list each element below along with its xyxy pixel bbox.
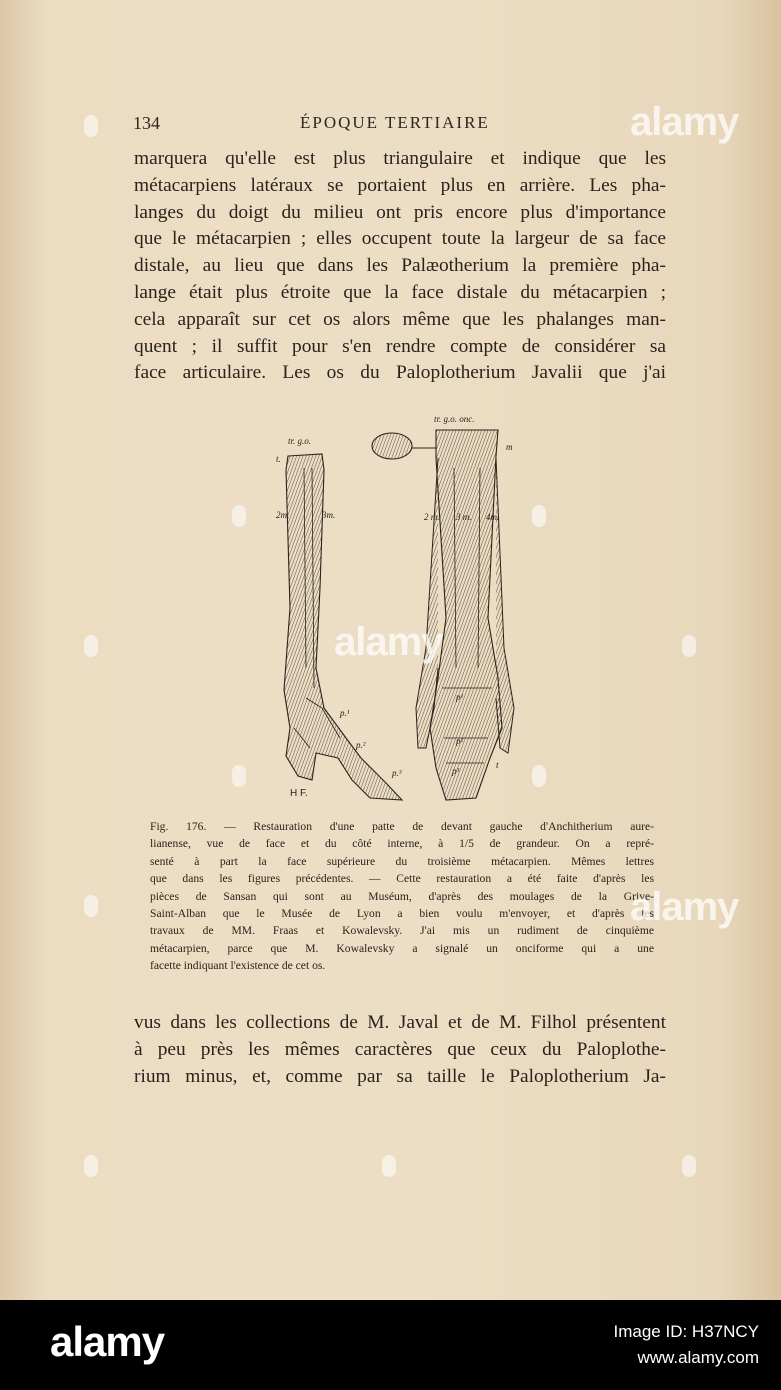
- watermark-dot: [682, 635, 696, 657]
- label-p3-left: p.³: [392, 768, 402, 778]
- anchitherium-forefoot-engraving: [266, 408, 536, 808]
- watermark-dot: [84, 115, 98, 137]
- text-line: lange était plus étroite que la face distale du métacarpien ;: [134, 281, 666, 303]
- text-line: distale, au lieu que dans les Palæotherium la première pha-: [134, 255, 666, 277]
- page-number: 134: [133, 113, 160, 133]
- watermark-dot: [84, 635, 98, 657]
- text-line: quent ; il suffit pour s'en rendre compte de considérer sa: [134, 335, 666, 357]
- watermark-logo: alamy: [334, 620, 443, 664]
- label-p2-right: p²: [456, 736, 464, 746]
- alamy-logo: alamy: [50, 1318, 165, 1365]
- watermark-dot: [382, 1155, 396, 1177]
- watermark-dot: [532, 765, 546, 787]
- text-line: métacarpiens latéraux se portaient plus en arrière. Les pha-: [134, 174, 666, 196]
- caption-line: lianense, vue de face et du côté interne, à 1/5 de grandeur. On a repré-: [150, 837, 654, 851]
- label-t-left: t.: [276, 454, 281, 464]
- watermark-dot: [84, 895, 98, 917]
- watermark-dot: [84, 1155, 98, 1177]
- figure-176-illustration: [266, 408, 536, 808]
- running-head-title: ÉPOQUE TERTIAIRE: [300, 113, 490, 132]
- watermark-dot: [232, 505, 246, 527]
- label-3m-right: 3 m.: [456, 512, 472, 522]
- label-p1-right: p¹: [456, 692, 464, 702]
- caption-line: Saint-Alban que le Musée de Lyon a bien voulu m'envoyer, et d'après les: [150, 907, 654, 921]
- right-foot-front-view: [372, 430, 514, 800]
- label-p1-left: p.¹: [340, 708, 350, 718]
- text-line: rium minus, et, comme par sa taille le Paloplotherium Ja-: [134, 1065, 666, 1087]
- watermark-logo: alamy: [630, 885, 739, 929]
- figure-caption: [150, 818, 654, 975]
- text-line: langes du doigt du milieu ont pris encore plus d'importance: [134, 201, 666, 223]
- label-tr-go-left: tr. g.o.: [288, 436, 312, 446]
- label-p2-left: p.²: [356, 740, 366, 750]
- caption-line: pièces de Sansan qui sont au Muséum, d'après des moulages de la Grive-: [150, 889, 654, 903]
- image-id-text: Image ID: H37NCY: [613, 1322, 759, 1341]
- label-3m-left: 3m.: [322, 510, 336, 520]
- watermark-logo: alamy: [630, 100, 739, 144]
- site-url[interactable]: www.alamy.com: [637, 1348, 759, 1367]
- text-line: cela apparaît sur cet os alors même que les phalanges man-: [134, 308, 666, 330]
- watermark-dot: [232, 765, 246, 787]
- label-t-right: t: [496, 760, 499, 770]
- watermark-dot: [682, 1155, 696, 1177]
- label-2m-right: 2 m.: [424, 512, 440, 522]
- label-4m-right: 4m.: [486, 512, 500, 522]
- watermark-dot: [532, 505, 546, 527]
- stock-photo-footer-bar: [0, 1300, 781, 1390]
- caption-line: métacarpien, parce que M. Kowalevsky a signalé un onciforme qui a une: [150, 941, 654, 955]
- paragraph-top: [134, 146, 666, 387]
- label-m-right: m: [506, 442, 513, 452]
- text-line: que le métacarpien ; elles occupent toute la largeur de sa face: [134, 228, 666, 250]
- caption-line: que dans les figures précédentes. — Cette restauration a été faite d'après les: [150, 872, 654, 886]
- text-line: à peu près les mêmes caractères que ceux du Paloplothe-: [134, 1038, 666, 1060]
- artist-initials: H F.: [290, 788, 308, 799]
- text-line: vus dans les collections de M. Javal et de M. Filhol présentent: [134, 1012, 666, 1033]
- caption-line: Fig. 176. — Restauration d'une patte de devant gauche d'Anchitherium aure-: [150, 820, 654, 833]
- label-2m-left: 2m.: [276, 510, 290, 520]
- caption-line: senté à part la face supérieure du troisième métacarpien. Mêmes lettres: [150, 854, 654, 868]
- label-p3-right: p³: [452, 766, 460, 776]
- caption-line: facette indiquant l'existence de cet os.: [150, 959, 326, 973]
- label-tr-go-onc-right: tr. g.o. onc.: [434, 414, 475, 424]
- text-line: marquera qu'elle est plus triangulaire et indique que les: [134, 148, 666, 169]
- paragraph-bottom: [134, 1010, 666, 1090]
- caption-line: travaux de MM. Fraas et Kowalevsky. J'ai mis un rudiment de cinquième: [150, 924, 654, 938]
- text-line: face articulaire. Les os du Paloplotherium Javalii que j'ai: [134, 362, 666, 384]
